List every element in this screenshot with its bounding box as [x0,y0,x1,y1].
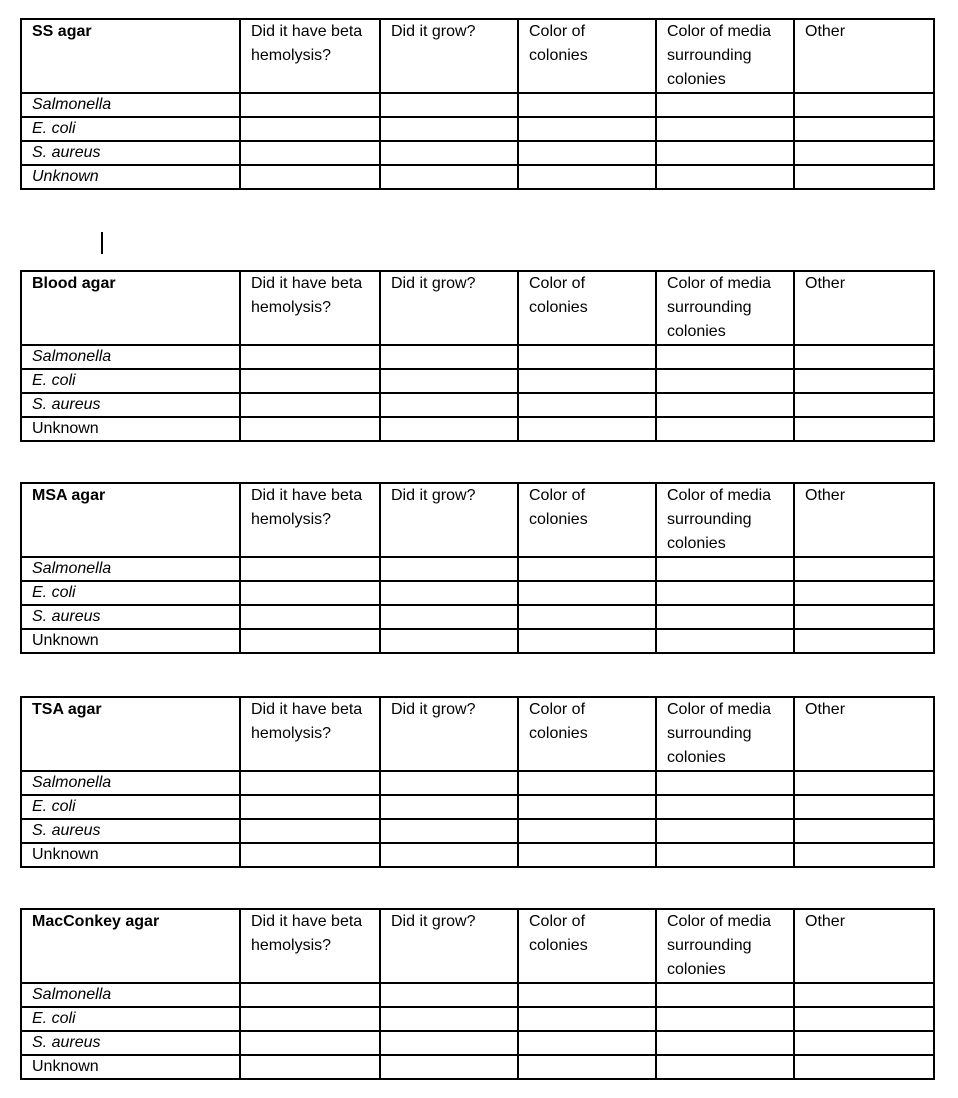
cell[interactable] [794,983,934,1007]
cell[interactable] [794,1007,934,1031]
cell[interactable] [656,345,794,369]
cell[interactable] [794,165,934,189]
table-row [21,819,934,843]
cell[interactable] [794,417,934,441]
cell[interactable] [380,629,518,653]
cell[interactable] [794,819,934,843]
col-beta-hemolysis[interactable]: Did it have beta hemolysis? [240,697,380,771]
row-label-s-aureus[interactable]: S. aureus [21,1031,240,1055]
cell[interactable] [380,141,518,165]
col-did-it-grow[interactable]: Did it grow? [380,19,518,93]
cell[interactable] [794,345,934,369]
cell[interactable] [240,141,380,165]
cell[interactable] [380,369,518,393]
col-other[interactable]: Other [794,697,934,771]
cell[interactable] [518,581,656,605]
cell[interactable] [794,369,934,393]
col-beta-hemolysis[interactable]: Did it have beta hemolysis? [240,483,380,557]
cell[interactable] [240,983,380,1007]
cell[interactable] [518,819,656,843]
cell[interactable] [380,771,518,795]
table-header-row [21,697,934,771]
cell[interactable] [518,843,656,867]
cell[interactable] [518,393,656,417]
cell[interactable] [240,93,380,117]
cell[interactable] [240,629,380,653]
table-row [21,417,934,441]
cell[interactable] [380,795,518,819]
col-other[interactable]: Other [794,19,934,93]
cell[interactable] [380,581,518,605]
cell[interactable] [380,345,518,369]
table-row [21,581,934,605]
row-label-e-coli[interactable]: E. coli [21,369,240,393]
cell[interactable] [518,795,656,819]
cell[interactable] [656,369,794,393]
cell[interactable] [656,1031,794,1055]
col-beta-hemolysis[interactable]: Did it have beta hemolysis? [240,19,380,93]
cell[interactable] [656,795,794,819]
cell[interactable] [518,557,656,581]
row-label-e-coli[interactable]: E. coli [21,1007,240,1031]
cell[interactable] [794,1055,934,1079]
col-other[interactable]: Other [794,483,934,557]
cell[interactable] [656,819,794,843]
cell[interactable] [656,165,794,189]
row-label-salmonella[interactable]: Salmonella [21,983,240,1007]
cell[interactable] [380,1007,518,1031]
row-label-s-aureus[interactable]: S. aureus [21,141,240,165]
table-row [21,393,934,417]
cell[interactable] [380,93,518,117]
blood-agar-table [20,270,935,442]
table-row [21,1007,934,1031]
cell[interactable] [518,93,656,117]
row-label-s-aureus[interactable]: S. aureus [21,605,240,629]
table-row [21,165,934,189]
cell[interactable] [518,345,656,369]
cell[interactable] [240,1055,380,1079]
col-other[interactable]: Other [794,271,934,345]
table-row [21,983,934,1007]
cell[interactable] [518,1007,656,1031]
cell[interactable] [656,843,794,867]
cell[interactable] [240,369,380,393]
cell[interactable] [656,1055,794,1079]
cell[interactable] [240,605,380,629]
cell[interactable] [380,843,518,867]
col-color-of-media[interactable]: Color of media surrounding colonies [656,271,794,345]
cell[interactable] [656,417,794,441]
cell[interactable] [240,771,380,795]
cell[interactable] [518,417,656,441]
cell[interactable] [794,795,934,819]
cell[interactable] [518,983,656,1007]
table-title[interactable]: MacConkey agar [21,909,240,983]
cell[interactable] [518,165,656,189]
cell[interactable] [380,605,518,629]
row-label-e-coli[interactable]: E. coli [21,581,240,605]
table-row [21,369,934,393]
table-header-row [21,271,934,345]
row-label-unknown[interactable]: Unknown [21,1055,240,1079]
macconkey-agar-table [20,908,935,1080]
col-did-it-grow[interactable]: Did it grow? [380,271,518,345]
cell[interactable] [656,771,794,795]
cell[interactable] [656,117,794,141]
cell[interactable] [518,771,656,795]
table-row [21,345,934,369]
table-row [21,1031,934,1055]
row-label-e-coli[interactable]: E. coli [21,117,240,141]
table-row [21,557,934,581]
table-row [21,629,934,653]
cell[interactable] [240,165,380,189]
col-other[interactable]: Other [794,909,934,983]
table-header-row [21,483,934,557]
table-row [21,141,934,165]
table-title[interactable]: Blood agar [21,271,240,345]
col-did-it-grow[interactable]: Did it grow? [380,483,518,557]
cell[interactable] [794,843,934,867]
cell[interactable] [794,93,934,117]
cell[interactable] [794,141,934,165]
cell[interactable] [518,117,656,141]
cell[interactable] [240,843,380,867]
row-label-s-aureus[interactable]: S. aureus [21,819,240,843]
cell[interactable] [380,393,518,417]
cell[interactable] [794,605,934,629]
cell[interactable] [794,117,934,141]
col-did-it-grow[interactable]: Did it grow? [380,909,518,983]
cell[interactable] [794,557,934,581]
cell[interactable] [380,117,518,141]
row-label-unknown[interactable]: Unknown [21,629,240,653]
cell[interactable] [518,141,656,165]
cell[interactable] [240,795,380,819]
table-row [21,93,934,117]
cell[interactable] [240,345,380,369]
row-label-s-aureus[interactable]: S. aureus [21,393,240,417]
table-row [21,771,934,795]
table-row [21,1055,934,1079]
cell[interactable] [380,819,518,843]
cell[interactable] [240,819,380,843]
table-row [21,117,934,141]
cell[interactable] [656,983,794,1007]
table-row [21,843,934,867]
table-row [21,605,934,629]
cell[interactable] [794,393,934,417]
cell[interactable] [794,629,934,653]
tsa-agar-table [20,696,935,868]
row-label-unknown[interactable]: Unknown [21,417,240,441]
cell[interactable] [240,557,380,581]
cell[interactable] [380,983,518,1007]
msa-agar-table [20,482,935,654]
col-color-of-media[interactable]: Color of media surrounding colonies [656,19,794,93]
cell[interactable] [518,1055,656,1079]
cell[interactable] [518,1031,656,1055]
cell[interactable] [240,581,380,605]
ss-agar-table [20,18,935,190]
cell[interactable] [656,393,794,417]
row-label-e-coli[interactable]: E. coli [21,795,240,819]
cell[interactable] [380,165,518,189]
cell[interactable] [240,117,380,141]
cell[interactable] [240,393,380,417]
cell[interactable] [240,417,380,441]
cell[interactable] [380,1031,518,1055]
table-row [21,795,934,819]
cell[interactable] [656,581,794,605]
cell[interactable] [380,557,518,581]
cell[interactable] [656,141,794,165]
cell[interactable] [656,605,794,629]
cell[interactable] [240,1007,380,1031]
cell[interactable] [656,1007,794,1031]
col-color-of-colonies[interactable]: Color of colonies [518,19,656,93]
cell[interactable] [380,417,518,441]
table-title[interactable]: TSA agar [21,697,240,771]
col-color-of-colonies[interactable]: Color of colonies [518,697,656,771]
col-color-of-colonies[interactable]: Color of colonies [518,909,656,983]
table-header-row [21,909,934,983]
cell[interactable] [240,1031,380,1055]
cell[interactable] [794,1031,934,1055]
cell[interactable] [380,1055,518,1079]
cell[interactable] [794,581,934,605]
cell[interactable] [656,557,794,581]
table-title[interactable]: SS agar [21,19,240,93]
table-title[interactable]: MSA agar [21,483,240,557]
row-label-unknown[interactable]: Unknown [21,843,240,867]
col-beta-hemolysis[interactable]: Did it have beta hemolysis? [240,909,380,983]
col-color-of-colonies[interactable]: Color of colonies [518,483,656,557]
row-label-salmonella[interactable]: Salmonella [21,771,240,795]
cell[interactable] [656,93,794,117]
table-header-row [21,19,934,93]
cell[interactable] [518,369,656,393]
cell[interactable] [518,605,656,629]
row-label-salmonella[interactable]: Salmonella [21,93,240,117]
row-label-salmonella[interactable]: Salmonella [21,345,240,369]
cell[interactable] [794,771,934,795]
col-did-it-grow[interactable]: Did it grow? [380,697,518,771]
col-color-of-media[interactable]: Color of media surrounding colonies [656,697,794,771]
row-label-salmonella[interactable]: Salmonella [21,557,240,581]
row-label-unknown[interactable]: Unknown [21,165,240,189]
cell[interactable] [518,629,656,653]
col-color-of-media[interactable]: Color of media surrounding colonies [656,483,794,557]
col-color-of-colonies[interactable]: Color of colonies [518,271,656,345]
col-color-of-media[interactable]: Color of media surrounding colonies [656,909,794,983]
cell[interactable] [656,629,794,653]
col-beta-hemolysis[interactable]: Did it have beta hemolysis? [240,271,380,345]
text-cursor [101,232,103,254]
